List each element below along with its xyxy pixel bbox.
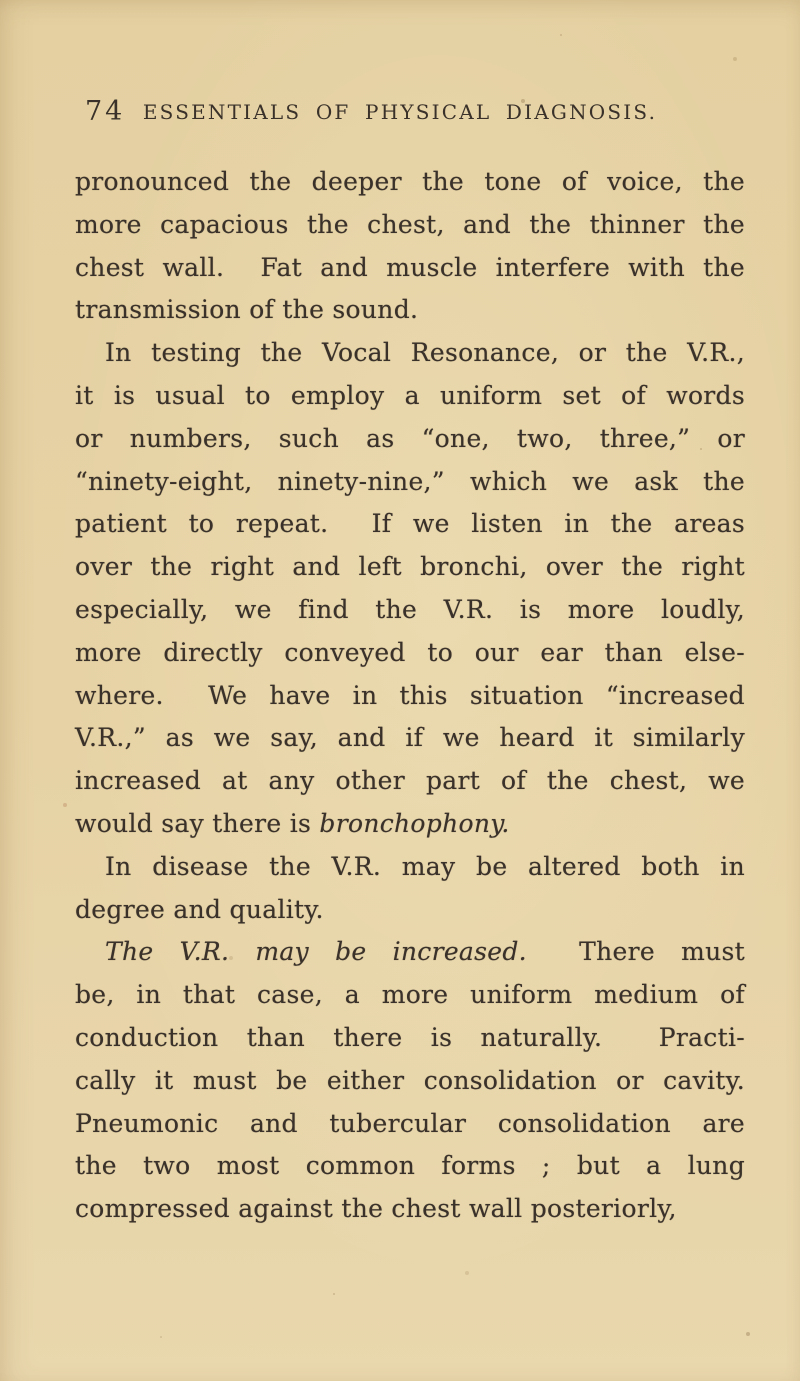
page-number: 74 <box>85 96 126 127</box>
text-line: the two most common forms ; but a lung <box>75 1151 745 1181</box>
text-line: where. We have in this situation “increased <box>75 680 745 710</box>
text-line: increased at any other part of the chest, we <box>75 766 745 796</box>
text-line: transmission of the sound. <box>75 295 419 325</box>
text-line: compressed against the chest wall posteriorly, <box>75 1194 677 1224</box>
text-line: or numbers, such as “one, two, three,” or <box>75 423 745 453</box>
text-line: over the right and left bronchi, over the right <box>75 552 745 582</box>
text-line: patient to repeat. If we listen in the areas <box>75 509 745 539</box>
text-line: would say there is bronchophony. <box>75 808 510 838</box>
text-line: more directly conveyed to our ear than else- <box>75 637 745 667</box>
text-line: Pneumonic and tubercular consolidation are <box>75 1108 745 1138</box>
text-line: more capacious the chest, and the thinner the <box>75 209 745 239</box>
text-line: In disease the V.R. may be altered both in <box>105 851 745 881</box>
body-text <box>75 161 745 1231</box>
paper-speckles <box>0 0 2 2</box>
text-line: “ninety-eight, ninety-nine,” which we ask the <box>75 466 745 496</box>
text-line: degree and quality. <box>75 894 324 924</box>
running-title: ESSENTIALS OF PHYSICAL DIAGNOSIS. <box>142 100 658 124</box>
running-head <box>0 96 800 128</box>
text-line: be, in that case, a more uniform medium of <box>75 980 745 1010</box>
text-line: it is usual to employ a uniform set of words <box>75 380 745 410</box>
text-line: conduction than there is naturally. Practi- <box>75 1022 745 1052</box>
text-line: V.R.,” as we say, and if we heard it similarly <box>75 723 745 753</box>
text-line: especially, we find the V.R. is more loudly, <box>75 594 745 624</box>
text-line: In testing the Vocal Resonance, or the V.R., <box>105 338 745 368</box>
text-line: pronounced the deeper the tone of voice, the <box>75 167 745 196</box>
text-line: cally it must be either consolidation or cavity. <box>75 1065 745 1095</box>
text-line: The V.R. may be increased. There must <box>105 937 745 967</box>
text-line: chest wall. Fat and muscle interfere with the <box>75 252 745 282</box>
